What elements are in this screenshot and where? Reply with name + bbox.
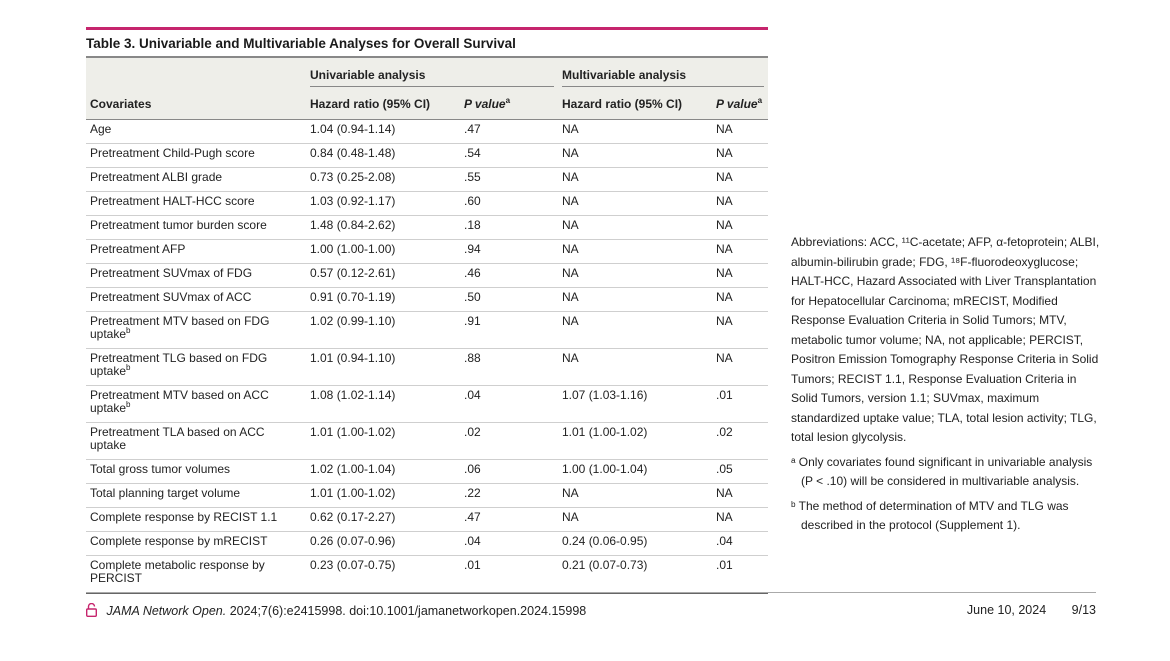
title-accent-rule — [86, 27, 768, 30]
cell-p-multivariable: NA — [716, 170, 733, 184]
cell-hr-univariable: 1.02 (1.00-1.04) — [310, 462, 396, 476]
col-header-p-univariable: P value$^a$ — [460, 92, 558, 120]
cell-hr-univariable: 0.73 (0.25-2.08) — [310, 170, 396, 184]
citation: 2024;7(6):e2415998. doi:10.1001/jamanetworkopen.2024.15998 — [229, 603, 587, 618]
cell-hr-multivariable: NA — [562, 170, 579, 184]
cell-hr-univariable: 1.01 (1.00-1.02) — [310, 486, 396, 500]
table-row — [86, 240, 768, 264]
publication-date: June 10, 2024 — [966, 603, 1047, 617]
table-title: Table 3. Univariable and Multivariable Analyses for Overall Survival — [86, 36, 516, 51]
cell-hr-multivariable: NA — [562, 314, 579, 328]
cell-covariate: Pretreatment SUVmax of FDG — [90, 266, 253, 280]
cell-hr-multivariable: NA — [562, 266, 579, 280]
cell-p-univariable: .54 — [464, 146, 481, 160]
cell-hr-multivariable: 1.07 (1.03-1.16) — [562, 388, 648, 402]
cell-p-multivariable: .05 — [716, 462, 733, 476]
cell-hr-univariable: 0.57 (0.12-2.61) — [310, 266, 396, 280]
survival-table — [86, 56, 768, 594]
cell-hr-multivariable: 0.24 (0.06-0.95) — [562, 534, 648, 548]
cell-hr-univariable: 1.08 (1.02-1.14) — [310, 388, 396, 402]
cell-p-univariable: .06 — [464, 462, 481, 476]
table-row — [86, 312, 768, 349]
cell-p-univariable: .88 — [464, 351, 481, 365]
cell-covariate: Age — [90, 122, 112, 136]
cell-covariate: Pretreatment TLG based on FDG uptake$^b$ — [90, 351, 268, 378]
table-row — [86, 264, 768, 288]
cell-hr-multivariable: NA — [562, 146, 579, 160]
page-footer — [86, 603, 1096, 620]
cell-hr-univariable: 1.01 (1.00-1.02) — [310, 425, 396, 439]
table-row — [86, 120, 768, 144]
cell-p-univariable: .04 — [464, 534, 481, 548]
cell-p-multivariable: NA — [716, 486, 733, 500]
cell-p-univariable: .60 — [464, 194, 481, 208]
cell-p-multivariable: .01 — [716, 558, 733, 572]
cell-p-univariable: .91 — [464, 314, 481, 328]
cell-p-multivariable: NA — [716, 266, 733, 280]
table-row — [86, 508, 768, 532]
cell-p-multivariable: .04 — [716, 534, 733, 548]
group-header-multivariable: Multivariable analysis — [558, 57, 768, 92]
table-row — [86, 423, 768, 460]
cell-hr-multivariable: 0.21 (0.07-0.73) — [562, 558, 648, 572]
cell-p-univariable: .01 — [464, 558, 481, 572]
col-header-hr-univariable: Hazard ratio (95% CI) — [306, 92, 460, 120]
cell-hr-univariable: 0.26 (0.07-0.96) — [310, 534, 396, 548]
cell-hr-univariable: 1.48 (0.84-2.62) — [310, 218, 396, 232]
cell-p-multivariable: NA — [716, 351, 733, 365]
cell-covariate: Pretreatment AFP — [90, 242, 186, 256]
cell-covariate: Complete response by mRECIST — [90, 534, 268, 548]
cell-p-univariable: .18 — [464, 218, 481, 232]
cell-covariate: Pretreatment MTV based on FDG uptake$^b$ — [90, 314, 270, 341]
col-header-covariates: Covariates — [86, 92, 306, 120]
table-row — [86, 144, 768, 168]
cell-p-univariable: .02 — [464, 425, 481, 439]
open-lock-icon — [86, 603, 97, 620]
table-row — [86, 460, 768, 484]
cell-p-univariable: .47 — [464, 510, 481, 524]
journal-name: JAMA Network Open. — [106, 603, 227, 618]
cell-hr-multivariable: NA — [562, 351, 579, 365]
cell-hr-univariable: 1.03 (0.92-1.17) — [310, 194, 396, 208]
cell-hr-univariable: 0.84 (0.48-1.48) — [310, 146, 396, 160]
cell-hr-multivariable: NA — [562, 290, 579, 304]
cell-p-multivariable: .01 — [716, 388, 733, 402]
cell-covariate: Complete response by RECIST 1.1 — [90, 510, 278, 524]
footnote-b: ᵇ The method of determination of MTV and TLG was described in the protocol (Supplement 1). — [791, 498, 1069, 532]
cell-covariate: Complete metabolic response by PERCIST — [90, 558, 265, 585]
header-spacer — [86, 57, 306, 92]
cell-p-multivariable: NA — [716, 122, 733, 136]
table-body — [86, 120, 768, 594]
footnote-a: ᵃ Only covariates found significant in univariable analysis (P < .10) will be considered in multivariable analysis. — [791, 454, 1093, 488]
cell-p-multivariable: NA — [716, 290, 733, 304]
cell-p-multivariable: NA — [716, 314, 733, 328]
table-row — [86, 168, 768, 192]
footer-rule — [86, 592, 1096, 593]
cell-hr-univariable: 0.62 (0.17-2.27) — [310, 510, 396, 524]
table-row — [86, 532, 768, 556]
table-row — [86, 386, 768, 423]
col-header-hr-multivariable: Hazard ratio (95% CI) — [558, 92, 712, 120]
cell-p-multivariable: NA — [716, 146, 733, 160]
cell-p-univariable: .47 — [464, 122, 481, 136]
cell-p-univariable: .50 — [464, 290, 481, 304]
cell-covariate: Total gross tumor volumes — [90, 462, 231, 476]
cell-hr-multivariable: NA — [562, 122, 579, 136]
cell-hr-multivariable: 1.01 (1.00-1.02) — [562, 425, 648, 439]
cell-covariate: Pretreatment HALT-HCC score — [90, 194, 255, 208]
cell-hr-multivariable: NA — [562, 218, 579, 232]
cell-hr-multivariable: NA — [562, 242, 579, 256]
cell-hr-univariable: 1.02 (0.99-1.10) — [310, 314, 396, 328]
cell-p-multivariable: NA — [716, 510, 733, 524]
cell-p-univariable: .55 — [464, 170, 481, 184]
col-header-p-multivariable: P value$^a$ — [712, 92, 768, 120]
cell-covariate: Pretreatment TLA based on ACC uptake — [90, 425, 265, 452]
table-row — [86, 556, 768, 594]
table-row — [86, 192, 768, 216]
cell-hr-multivariable: NA — [562, 194, 579, 208]
cell-hr-univariable: 0.91 (0.70-1.19) — [310, 290, 396, 304]
cell-hr-univariable: 1.00 (1.00-1.00) — [310, 242, 396, 256]
page-number: 9/13 — [1071, 603, 1096, 617]
cell-covariate: Pretreatment MTV based on ACC uptake$^b$ — [90, 388, 269, 415]
cell-hr-univariable: 0.23 (0.07-0.75) — [310, 558, 396, 572]
cell-hr-univariable: 1.04 (0.94-1.14) — [310, 122, 396, 136]
cell-hr-multivariable: NA — [562, 510, 579, 524]
cell-covariate: Pretreatment ALBI grade — [90, 170, 223, 184]
cell-p-multivariable: NA — [716, 242, 733, 256]
cell-hr-multivariable: NA — [562, 486, 579, 500]
cell-p-univariable: .46 — [464, 266, 481, 280]
table-row — [86, 288, 768, 312]
cell-p-multivariable: .02 — [716, 425, 733, 439]
group-header-univariable: Univariable analysis — [306, 57, 558, 92]
cell-hr-univariable: 1.01 (0.94-1.10) — [310, 351, 396, 365]
cell-p-univariable: .04 — [464, 388, 481, 402]
cell-p-multivariable: NA — [716, 194, 733, 208]
abbreviations-note: Abbreviations: ACC, ¹¹C-acetate; AFP, α-fetoprotein; ALBI, albumin-bilirubin grade; FDG, ¹⁸F-fluorodeoxyglucose; HALT-HCC, Hazard Associated with Liver Transplantation for Hepatocellular Carcinoma; mRECIST, Modified Response Evaluation Criteria in Solid Tumors; MTV, metabolic tumor volume; NA, not applicable; PERCIST, Positron Emission Tomography Response Criteria in Solid Tumors; RECIST 1.1, Response Evaluation Criteria in Solid Tumors, version 1.1; SUVmax, maximum standardized uptake value; TLA, total lesion activity; TLG, total lesion glycolysis. — [791, 235, 1100, 444]
cell-covariate: Pretreatment Child-Pugh score — [90, 146, 255, 160]
table-row — [86, 216, 768, 240]
cell-p-univariable: .94 — [464, 242, 481, 256]
cell-hr-multivariable: 1.00 (1.00-1.04) — [562, 462, 648, 476]
cell-covariate: Pretreatment SUVmax of ACC — [90, 290, 252, 304]
table-row — [86, 349, 768, 386]
table-notes — [791, 233, 1101, 536]
cell-covariate: Pretreatment tumor burden score — [90, 218, 267, 232]
table-row — [86, 484, 768, 508]
cell-covariate: Total planning target volume — [90, 486, 241, 500]
cell-p-univariable: .22 — [464, 486, 481, 500]
cell-p-multivariable: NA — [716, 218, 733, 232]
